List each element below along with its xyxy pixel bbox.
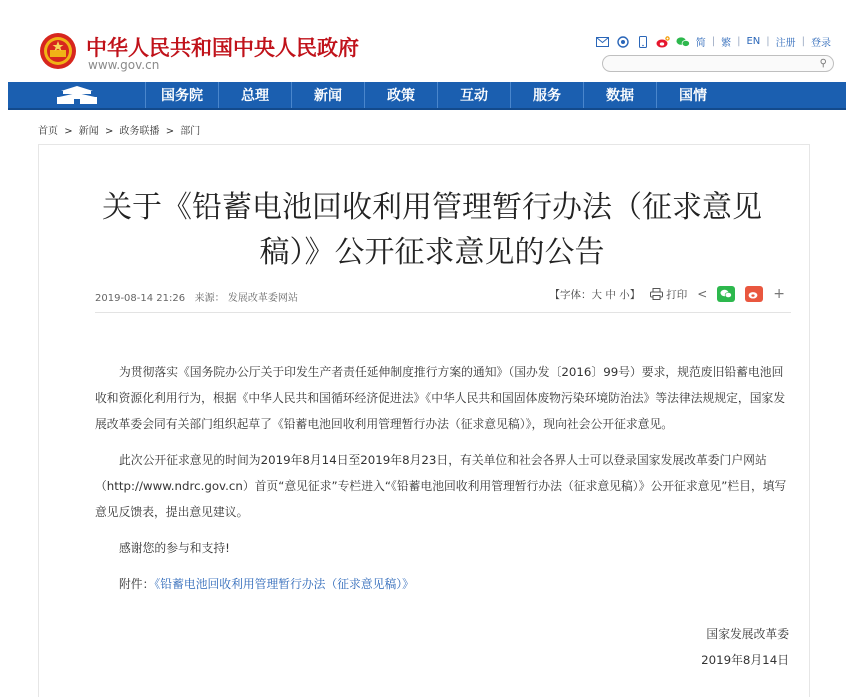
- search-icon[interactable]: ⚲: [819, 58, 827, 69]
- breadcrumb-gov-affairs[interactable]: 政务联播: [119, 126, 160, 137]
- attachment-label: 附件：: [119, 577, 155, 591]
- lang-simplified[interactable]: 简: [695, 38, 706, 49]
- attachment-line: [95, 571, 791, 597]
- print-button[interactable]: [650, 287, 687, 302]
- source-name: 发展改革委网站: [227, 293, 298, 304]
- login-link[interactable]: 登录: [811, 38, 831, 49]
- article-panel: [38, 144, 810, 697]
- site-url[interactable]: www.gov.cn: [88, 58, 160, 72]
- font-size-control[interactable]: 【字体：大 中 小】: [549, 288, 641, 301]
- paragraph: 感谢您的参与和支持!: [119, 541, 230, 555]
- nav-item-national-info[interactable]: 国情: [656, 82, 729, 108]
- breadcrumb-separator: >: [64, 126, 73, 137]
- wechat-share-icon[interactable]: [717, 286, 735, 302]
- main-nav: [8, 82, 846, 110]
- weibo-icon[interactable]: [656, 36, 670, 48]
- print-label: 打印: [666, 288, 688, 301]
- article-title: 关于《铅蓄电池回收利用管理暂行办法（征求意见稿）》公开征求意见的公告: [102, 190, 762, 270]
- nav-item-service[interactable]: 服务: [510, 82, 583, 108]
- tiananmen-icon: [55, 85, 99, 105]
- home-nav-item[interactable]: [8, 82, 145, 108]
- header-tools: [596, 34, 831, 49]
- search-input[interactable]: [602, 55, 834, 72]
- app-icon[interactable]: [616, 36, 630, 48]
- register-link[interactable]: 注册: [775, 38, 796, 49]
- signature: 国家发展改革委: [706, 627, 789, 641]
- nav-item-interaction[interactable]: 互动: [437, 82, 510, 108]
- title-divider: [95, 312, 791, 313]
- mail-icon[interactable]: [596, 36, 610, 48]
- article-meta: [95, 289, 298, 304]
- nav-item-news[interactable]: 新闻: [291, 82, 364, 108]
- weibo-share-icon[interactable]: [745, 286, 763, 302]
- nav-item-data[interactable]: 数据: [583, 82, 656, 108]
- sign-date: 2019年8月14日: [701, 653, 789, 667]
- wechat-icon[interactable]: [676, 36, 690, 48]
- more-share-icon[interactable]: +: [773, 286, 785, 302]
- site-name[interactable]: 中华人民共和国中央人民政府: [86, 35, 359, 60]
- attachment-link[interactable]: 《铅蓄电池回收利用管理暂行办法（征求意见稿）》: [154, 577, 414, 591]
- divider: |: [766, 36, 770, 47]
- site-header: [0, 0, 851, 82]
- breadcrumb-departments[interactable]: 部门: [180, 126, 201, 137]
- breadcrumb-news[interactable]: 新闻: [78, 126, 99, 137]
- breadcrumb-separator: >: [104, 126, 114, 137]
- nav-item-premier[interactable]: 总理: [218, 82, 291, 108]
- breadcrumb-home[interactable]: 首页: [38, 126, 58, 137]
- breadcrumb: [38, 122, 203, 137]
- divider: |: [737, 36, 741, 47]
- nav-item-policy[interactable]: 政策: [364, 82, 437, 108]
- national-emblem-icon[interactable]: [38, 31, 78, 71]
- lang-traditional[interactable]: 繁: [721, 38, 732, 49]
- divider: |: [801, 36, 805, 47]
- share-icon[interactable]: <: [697, 287, 708, 301]
- lang-english[interactable]: EN: [746, 36, 761, 47]
- publish-date: 2019-08-14 21:26: [95, 293, 186, 304]
- article-body: [95, 359, 791, 607]
- divider: |: [711, 36, 716, 47]
- paragraph: 为贯彻落实《国务院办公厅关于印发生产者责任延伸制度推行方案的通知》（国办发〔2016〕99号）要求，规范废旧铅蓄电池回收和资源化利用行为，根据《中华人民共和国循环经济促进法》《中华人民共和国固体废物污染环境防治法》等法律法规规定，国家发展改革委会同有关部门组织起草了《铅蓄电池回收利用管理暂行办法（征求意见稿）》，现向社会公开征求意见。: [95, 365, 786, 431]
- printer-icon: [650, 288, 663, 300]
- article-tools: [550, 286, 785, 302]
- mobile-icon[interactable]: [636, 36, 650, 48]
- nav-item-state-council[interactable]: 国务院: [145, 82, 218, 108]
- source-label: 来源：: [194, 293, 225, 304]
- paragraph: 此次公开征求意见的时间为2019年8月14日至2019年8月23日，有关单位和社会各界人士可以登录国家发展改革委门户网站（http://www.ndrc.gov.cn）首页“意见征求”专栏进入“《铅蓄电池回收利用管理暂行办法（征求意见稿）》公开征求意见”栏目，填写意见反馈表，提出意见建议。: [95, 453, 787, 519]
- breadcrumb-separator: >: [165, 126, 175, 137]
